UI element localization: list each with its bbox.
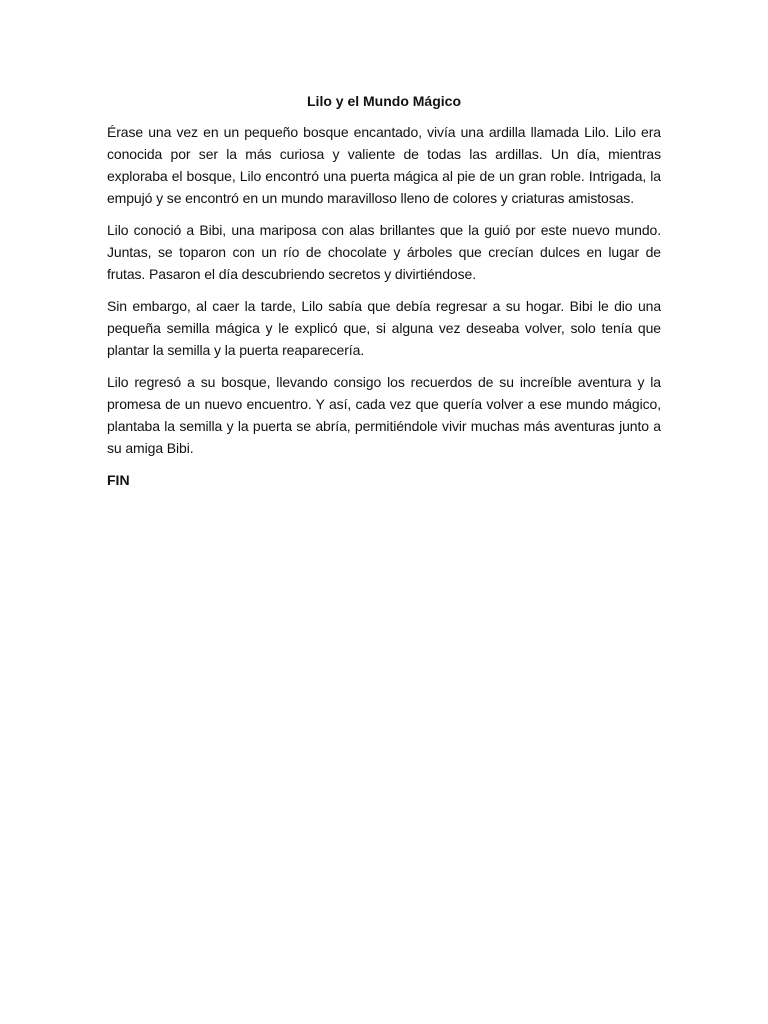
story-title: Lilo y el Mundo Mágico — [307, 93, 461, 109]
story-ending: FIN — [107, 472, 130, 488]
document-body — [107, 91, 661, 491]
paragraph-4: Lilo regresó a su bosque, llevando consigo los recuerdos de su increíble aventura y la promesa de un nuevo encuentro. Y así, cada vez que quería volver a ese mundo mágico, plantaba la semilla y la puerta se abría, permitiéndole vivir muchas más aventuras junto a su amiga Bibi. — [107, 374, 661, 456]
paragraph-2: Lilo conoció a Bibi, una mariposa con alas brillantes que la guió por este nuevo mundo. Juntas, se toparon con un río de chocolate y árboles que crecían dulces en lugar de frutas. Pasaron el día descubriendo secretos y divirtiéndose. — [107, 222, 661, 282]
paragraph-3: Sin embargo, al caer la tarde, Lilo sabía que debía regresar a su hogar. Bibi le dio una pequeña semilla mágica y le explicó que, si alguna vez deseaba volver, solo tenía que plantar la semilla y la puerta reaparecería. — [107, 298, 661, 358]
paragraph-1: Érase una vez en un pequeño bosque encantado, vivía una ardilla llamada Lilo. Lilo era conocida por ser la más curiosa y valiente de todas las ardillas. Un día, mientras exploraba el bosque, Lilo encontró una puerta mágica al pie de un gran roble. Intrigada, la empujó y se encontró en un mundo maravilloso lleno de colores y criaturas amistosas. — [107, 124, 661, 206]
